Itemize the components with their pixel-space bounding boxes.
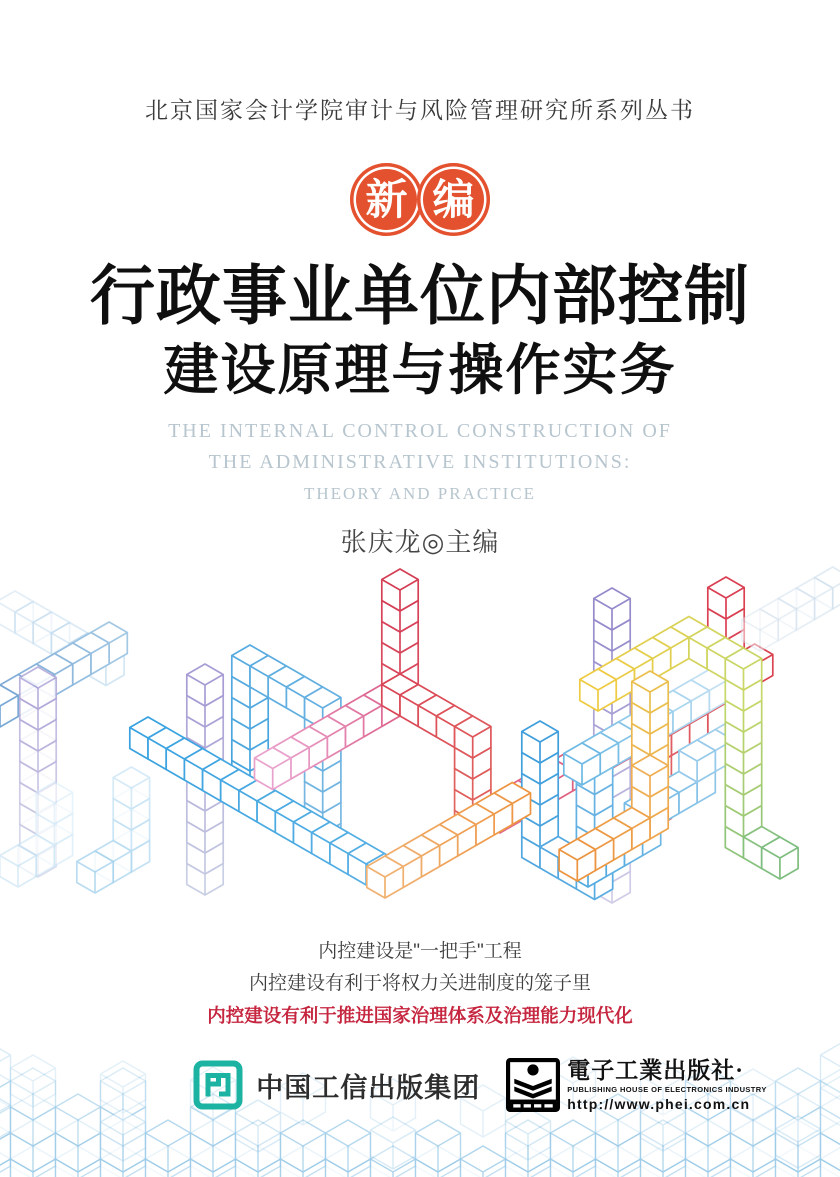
badge-circle-xin — [350, 163, 423, 236]
phei-logo-icon — [506, 1058, 560, 1112]
badge-circle-bian — [417, 163, 490, 236]
main-title-line2: 建设原理与操作实务 — [163, 339, 677, 401]
publisher-bar — [60, 1058, 840, 1112]
ciip-publisher — [193, 1060, 480, 1110]
author-line: 张庆龙◎主编 — [340, 527, 500, 557]
ciip-label: 中国工信出版集团 — [256, 1072, 481, 1103]
english-title — [0, 416, 840, 509]
phei-subtitle: PUBLISHING HOUSE OF ELECTRONICS INDUSTRY — [567, 1085, 767, 1094]
english-title-line-3: THEORY AND PRACTICE — [304, 484, 536, 503]
tagline-1: 内控建设是"一把手"工程 — [318, 941, 522, 962]
phei-publisher — [506, 1058, 766, 1112]
badge-char-xin: 新 — [365, 175, 408, 223]
new-edition-badge — [0, 163, 840, 236]
ciip-logo-icon — [193, 1060, 243, 1110]
phei-name: 電子工業出版社· — [567, 1058, 744, 1083]
tagline-3: 内控建设有利于推进国家治理体系及治理能力现代化 — [207, 1005, 633, 1026]
series-title: 北京国家会计学院审计与风险管理研究所系列丛书 — [145, 97, 695, 123]
english-title-line-2: THE ADMINISTRATIVE INSTITUTIONS: — [208, 451, 632, 473]
english-title-line-1: THE INTERNAL CONTROL CONSTRUCTION OF — [168, 420, 672, 442]
badge-char-bian: 编 — [432, 175, 475, 223]
main-title-line1: 行政事业单位内部控制 — [89, 259, 750, 332]
taglines-block — [0, 936, 840, 1032]
phei-url: http://www.phei.com.cn — [567, 1096, 751, 1112]
tagline-2: 内控建设有利于将权力关进制度的笼子里 — [248, 973, 591, 994]
